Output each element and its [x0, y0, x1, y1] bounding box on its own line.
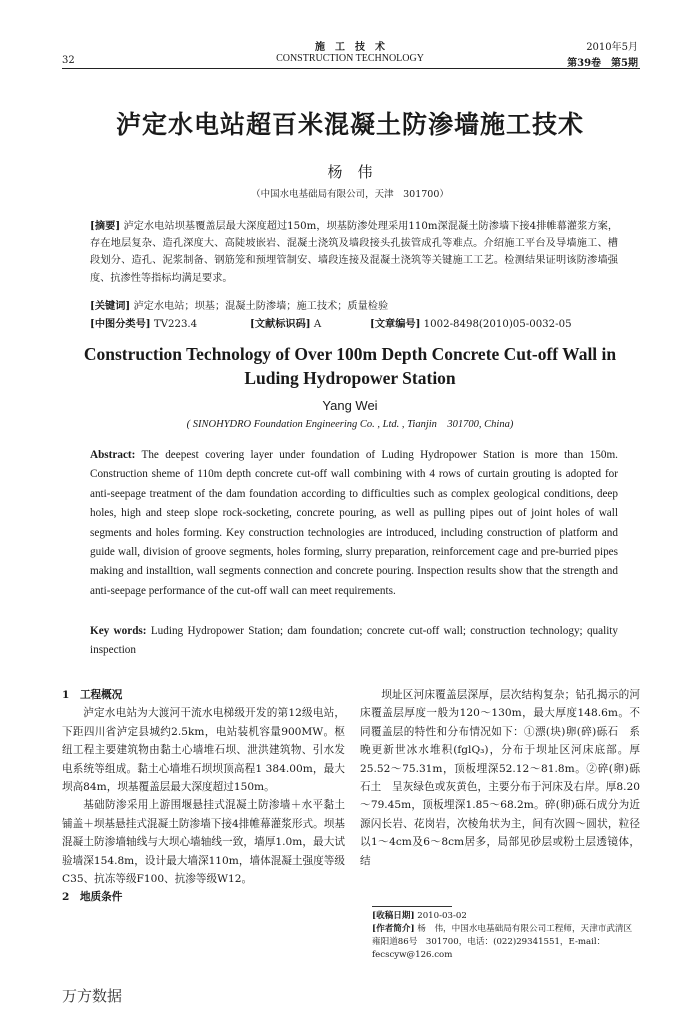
header-rule: [62, 68, 640, 69]
section-heading-1: 1 工程概况: [62, 689, 123, 701]
abstract-en: [90, 446, 618, 601]
abstract-cn-label: [摘要]: [90, 220, 121, 232]
clc-code: [中图分类号] TV223.4: [90, 318, 198, 330]
title-en: Construction Technology of Over 100m Depth Concrete Cut-off Wall in Luding Hydropower Station: [83, 344, 617, 388]
keywords-cn-text: 泸定水电站；坝基；混凝土防渗墙；施工技术；质量检验: [133, 301, 389, 312]
journal-name-en: CONSTRUCTION TECHNOLOGY: [276, 53, 424, 64]
section-heading-2: 2 地质条件: [62, 891, 123, 904]
keywords-cn: [90, 298, 618, 315]
issue-date: 2010年5月: [586, 42, 638, 53]
author-en: Yang Wei: [322, 398, 378, 413]
issue-volume: 第39卷 第5期: [567, 58, 638, 69]
author-bio: [作者简介] 杨 伟，中国水电基础局有限公司工程师，天津市武清区雍阳道86号 301700，电话：(022)29341551，E-mail：fecscyw@126.com: [372, 924, 633, 960]
watermark-text: 万方数据: [62, 987, 123, 1005]
document-code: [文献标识码] A: [250, 318, 322, 330]
received-date: [收稿日期] 2010-03-02: [372, 911, 467, 921]
body-right-column: [360, 686, 640, 870]
keywords-en: [90, 622, 618, 661]
journal-name-cn: 施 工 技 术: [315, 42, 385, 53]
keywords-cn-label: [关键词]: [90, 300, 131, 312]
paragraph: 泸定水电站为大渡河干流水电梯级开发的第12级电站，下距四川省泸定县城约2.5km，电站装机容量900MW。枢纽工程主要建筑物由黏土心墙堆石坝、泄洪建筑物、引水发电系统等组成。黏土心墙堆石坝坝顶高程1 384.00m，最大坝高84m，坝基覆盖层最大深度超过150m。: [62, 707, 345, 794]
affiliation-en: ( SINOHYDRO Foundation Engineering Co. , Ltd. , Tianjin 301700, China): [186, 419, 514, 430]
title-cn: 泸定水电站超百米混凝土防渗墙施工技术: [115, 110, 584, 139]
footnote-rule: [372, 906, 452, 907]
keywords-en-label: Key words:: [90, 625, 147, 637]
abstract-en-text: The deepest covering layer under foundation of Luding Hydropower Station is more than 150m. Construction sheme of 110m depth concrete cut-off wall combining with 4 rows of curtain grouting is adopted for anti-seepage treatment of the dam foundation according to difficulties such as complex geological conditions, deep holes, high and steep slope rock-socketing, concrete pouring, as well as pulling pipes out of joint holes of wall segments and holes forming. Key construction technologies are introduced, including construction of platform and guide wall, division of groove segments, holes forming, slurry preparation, reinforcement cage and pre-burried pipes making and installtion, wall segments connection and concrete pouring. Inspection results show that the strength and anti-seepage performance of the cut-off wall can meet requirements.: [90, 449, 618, 597]
abstract-en-label: Abstract:: [90, 449, 136, 461]
abstract-cn-text: 泸定水电站坝基覆盖层最大深度超过150m，坝基防渗处理采用110m深混凝土防渗墙下接4排帷幕灌浆方案，存在地层复杂、造孔深度大、高陡坡嵌岩、混凝土浇筑及墙段接头孔拔管成孔等难点。介绍施工平台及导墙施工、槽段划分、造孔、泥浆制备、钢筋笼和预埋管制安、墙段连接及混凝土浇筑等关键施工工艺。检测结果证明该防渗墙强度、抗渗性等指标均满足要求。: [90, 221, 619, 284]
page-number: 32: [62, 55, 75, 66]
footnote: [372, 910, 640, 962]
keywords-en-text: Luding Hydropower Station; dam foundation; concrete cut-off wall; construction technology; quality inspection: [90, 625, 619, 657]
paragraph: 基础防渗采用上游围堰悬挂式混凝土防渗墙＋水平黏土铺盖＋坝基悬挂式混凝土防渗墙下接4排帷幕灌浆形式。坝基混凝土防渗墙轴线与大坝心墙轴线一致，墙厚1.0m，最大试验墙深154.8m，设计最大墙深110m，墙体混凝土强度等级C35、抗冻等级F100、抗渗等级W12。: [62, 799, 345, 886]
affiliation-cn: （中国水电基础局有限公司，天津 301700）: [251, 189, 449, 200]
abstract-cn: [90, 218, 618, 287]
body-left-column: [62, 686, 345, 907]
paragraph: 坝址区河床覆盖层深厚，层次结构复杂；钻孔揭示的河床覆盖层厚度一般为120～130m，最大厚度148.6m。不同覆盖层的特性和分布情况如下：①漂(块)卵(碎)砾石 系晚更新世冰水堆积(fglQ₃)，分布于坝址区河床底部。厚25.52～75.31m，顶板埋深52.12～81.8m。②碎(卵)砾石土 呈灰绿色或灰黄色，主要分布于河床及右岸。厚8.20～79.45m，顶板埋深1.85～68.2m。碎(卵)砾石成分为近源闪长岩、花岗岩，次棱角状为主，间有次圆～圆状，粒径以1～4cm及6～8cm居多，局部见砂层或粉土层透镜体，结: [360, 689, 640, 867]
author-cn: 杨 伟: [327, 163, 373, 181]
article-number: [文章编号] 1002-8498(2010)05-0032-05: [370, 318, 572, 330]
